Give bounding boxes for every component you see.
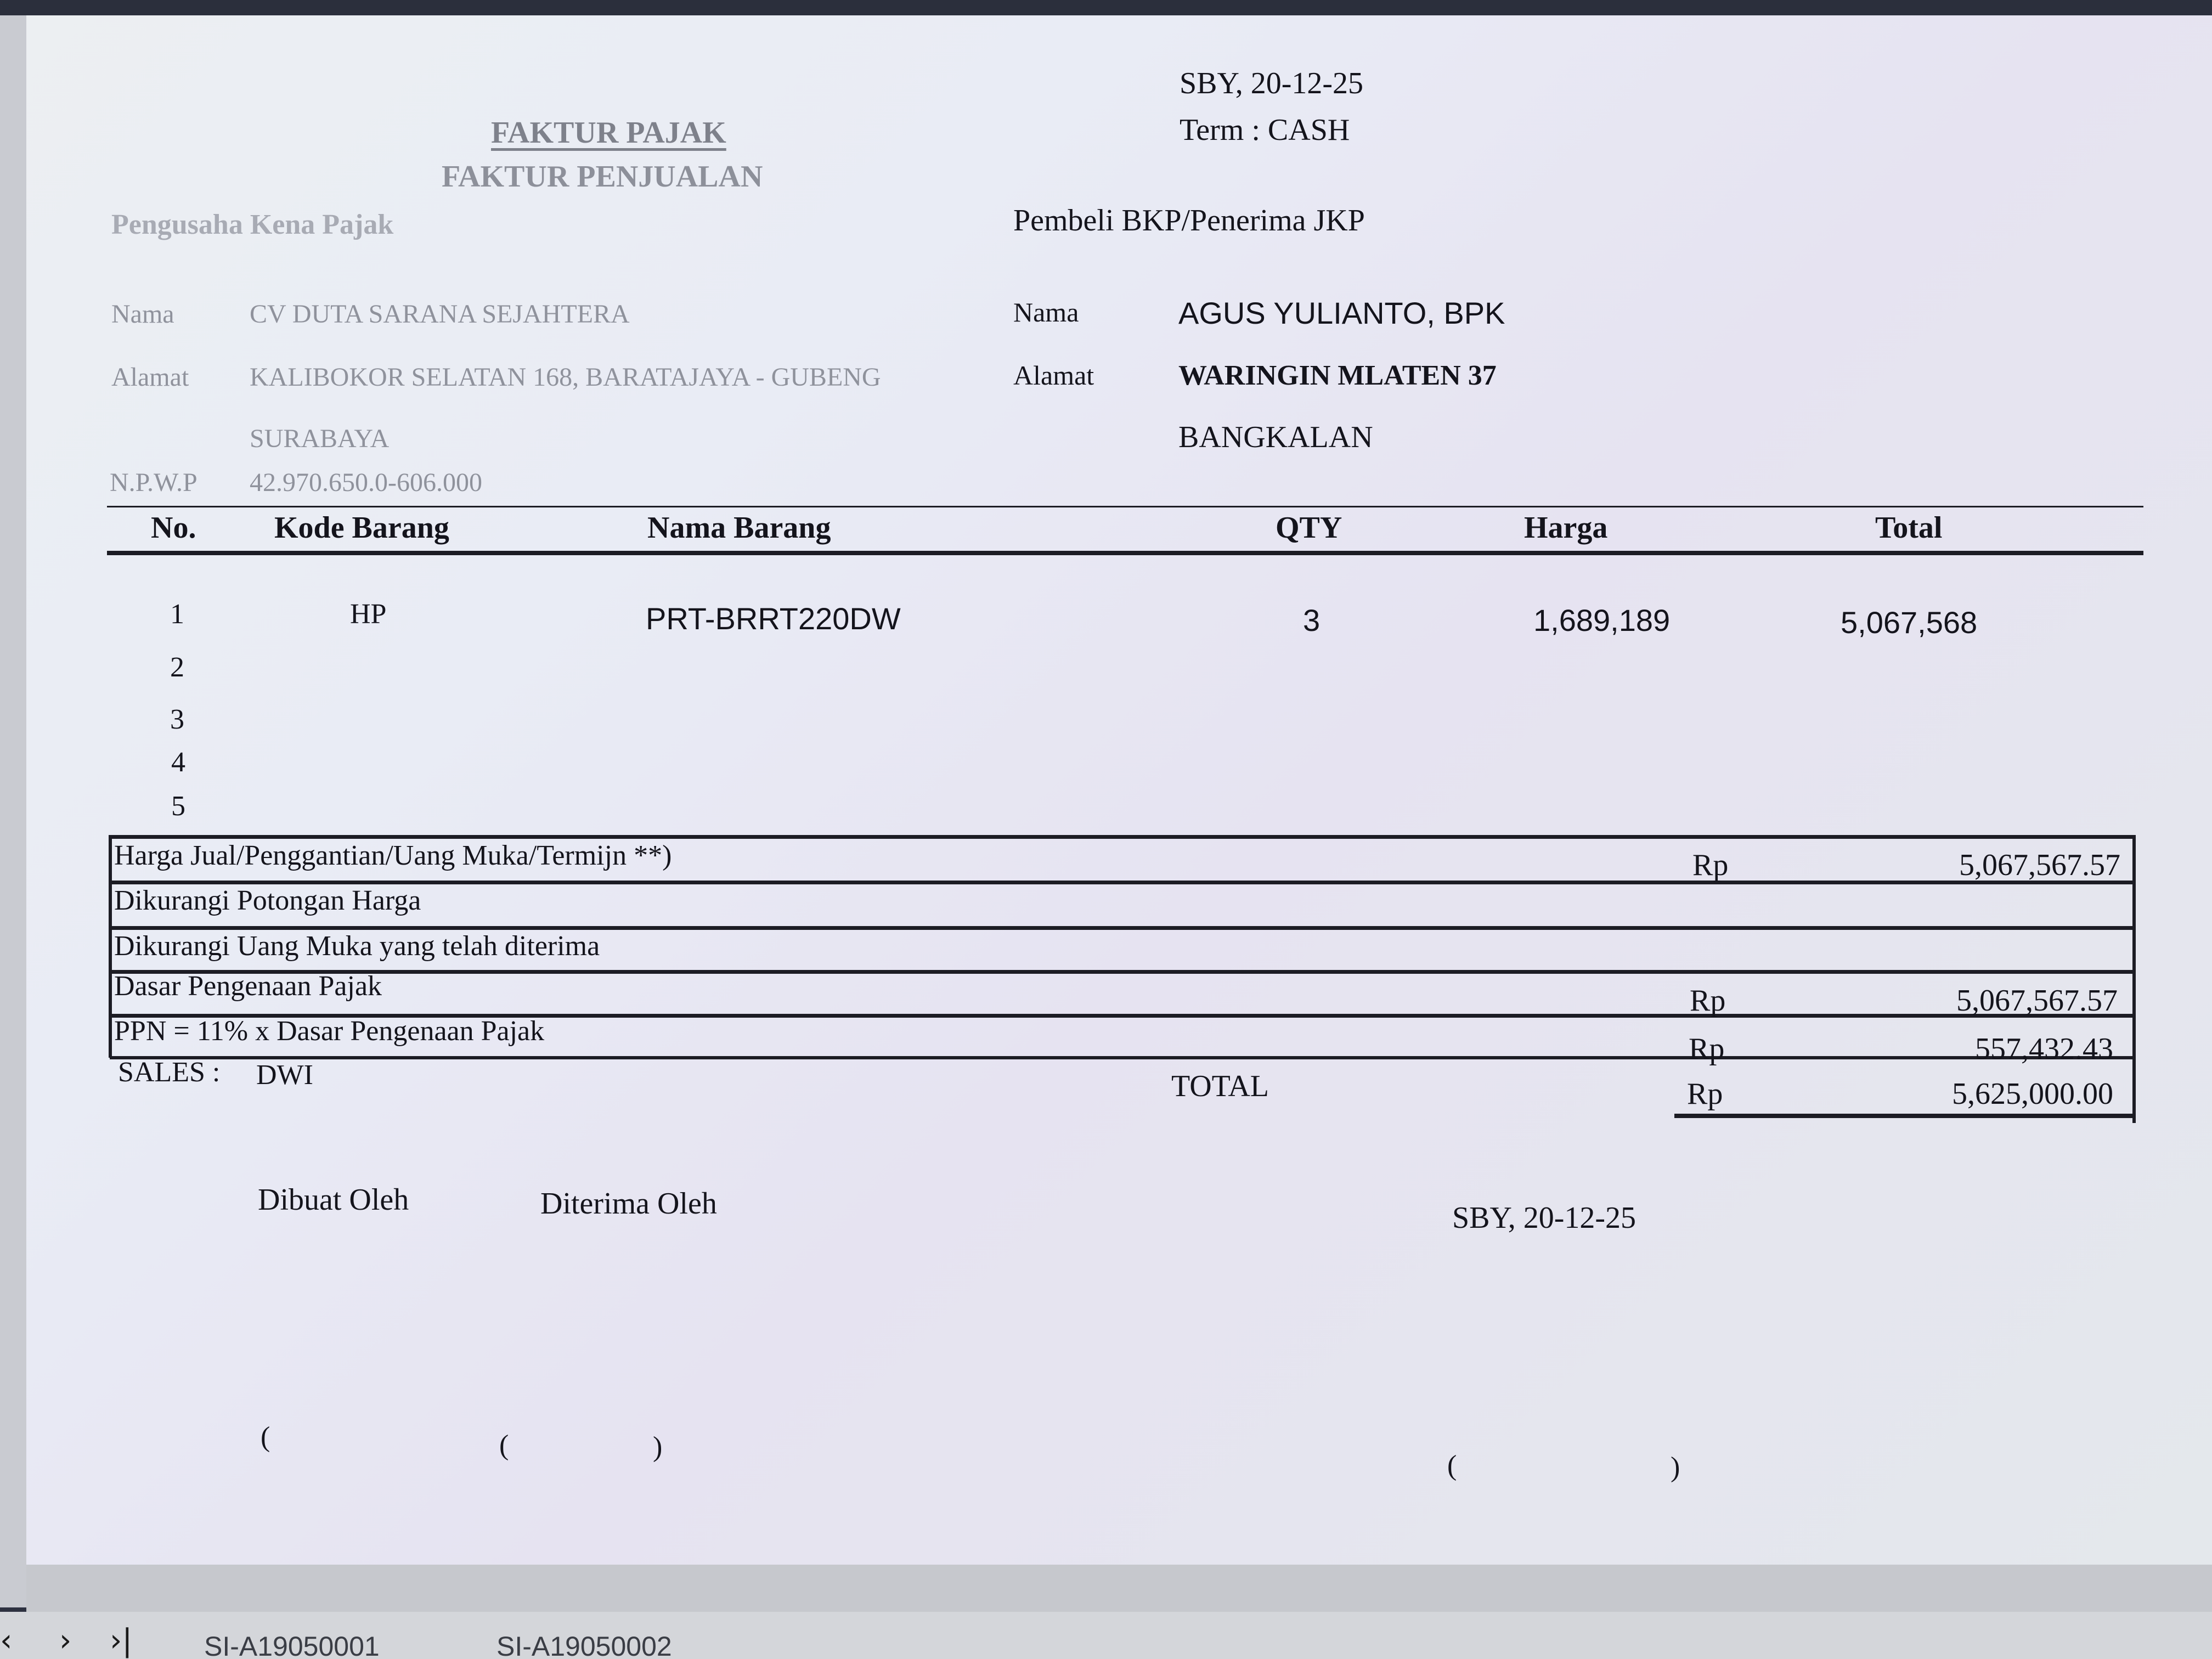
seller-address-line2: SURABAYA [250,424,390,453]
summary-rule [110,926,2136,930]
row-no: 5 [171,791,185,822]
signature-paren-close: ) [1671,1452,1680,1483]
sales-label: SALES : [118,1057,221,1088]
summary-left-border [109,835,112,1058]
signature-paren-open: ( [499,1430,509,1461]
summary-currency: Rp [1689,1032,1725,1066]
sheet-tab[interactable]: SI-A19050001 [204,1631,380,1659]
row-qty: 3 [1303,603,1321,637]
total-box-bottom-rule [1674,1114,2136,1118]
made-by-label: Dibuat Oleh [258,1183,409,1217]
buyer-address-label: Alamat [1013,360,1094,391]
row-nama: PRT-BRRT220DW [646,601,901,636]
chevron-right-icon[interactable]: › [59,1623,72,1658]
seller-address-line1: KALIBOKOR SELATAN 168, BARATAJAYA - GUBENG [250,363,881,392]
buyer-address-line1: WARINGIN MLATEN 37 [1178,360,1497,391]
summary-currency: Rp [1690,984,1726,1018]
summary-label: Harga Jual/Penggantian/Uang Muka/Termijn **) [114,840,672,871]
top-bezel [0,0,2212,15]
summary-currency: Rp [1692,848,1729,882]
row-total: 5,067,568 [1841,605,1978,640]
table-header-rule [107,551,2143,555]
seller-section-label: Pengusaha Kena Pajak [111,209,394,240]
buyer-name-label: Nama [1013,297,1079,328]
signature-paren-open: ( [261,1421,270,1453]
left-bezel [0,15,26,1607]
total-label: TOTAL [1171,1069,1269,1103]
column-header-qty: QTY [1276,511,1342,545]
signature-place-date: SBY, 20-12-25 [1452,1201,1637,1235]
page-footer-margin [26,1565,2212,1612]
invoice-title: FAKTUR PAJAK [491,116,726,150]
summary-rule [110,881,2136,884]
invoice-subtitle: FAKTUR PENJUALAN [442,160,763,194]
row-no: 2 [170,652,184,683]
total-currency: Rp [1687,1077,1723,1111]
seller-address-label: Alamat [111,363,189,392]
summary-label: Dikurangi Uang Muka yang telah diterima [114,930,600,962]
row-kode: HP [350,599,387,630]
summary-amount: 557,432.43 [1975,1032,2113,1066]
sheet-tab[interactable]: SI-A19050002 [496,1631,672,1659]
signature-paren-close: ) [653,1431,663,1463]
row-no: 1 [170,599,184,630]
table-top-rule [107,506,2143,507]
column-header-kode: Kode Barang [274,511,449,545]
seller-npwp: 42.970.650.0-606.000 [250,468,482,497]
column-header-nama: Nama Barang [647,511,831,545]
signature-paren-open: ( [1447,1450,1457,1481]
row-no: 4 [171,747,185,778]
summary-rule [110,970,2136,974]
last-sheet-icon[interactable]: ›| [110,1623,133,1658]
summary-right-border [2132,835,2136,1123]
summary-amount: 5,067,567.57 [1956,984,2118,1018]
payment-term: Term : CASH [1180,113,1350,147]
column-header-harga: Harga [1524,511,1608,545]
received-by-label: Diterima Oleh [540,1187,717,1221]
summary-label: Dikurangi Potongan Harga [114,885,421,916]
row-no: 3 [170,704,184,735]
seller-name-label: Nama [111,300,174,329]
seller-npwp-label: N.P.W.P [110,468,198,497]
summary-rule [110,835,2136,839]
sales-name: DWI [256,1059,313,1091]
summary-label: PPN = 11% x Dasar Pengenaan Pajak [114,1015,545,1047]
invoice-date: SBY, 20-12-25 [1180,66,1364,100]
row-harga: 1,689,189 [1533,603,1671,637]
summary-label: Dasar Pengenaan Pajak [114,970,382,1002]
seller-name: CV DUTA SARANA SEJAHTERA [250,300,630,329]
column-header-no: No. [151,511,196,545]
buyer-name: AGUS YULIANTO, BPK [1178,296,1505,330]
column-header-total: Total [1875,511,1943,545]
chevron-left-icon[interactable]: ‹ [0,1623,13,1658]
total-amount: 5,625,000.00 [1952,1077,2113,1111]
summary-amount: 5,067,567.57 [1959,848,2120,882]
summary-rule [110,1056,2136,1059]
buyer-section-label: Pembeli BKP/Penerima JKP [1013,204,1365,238]
buyer-address-line2: BANGKALAN [1178,420,1373,454]
